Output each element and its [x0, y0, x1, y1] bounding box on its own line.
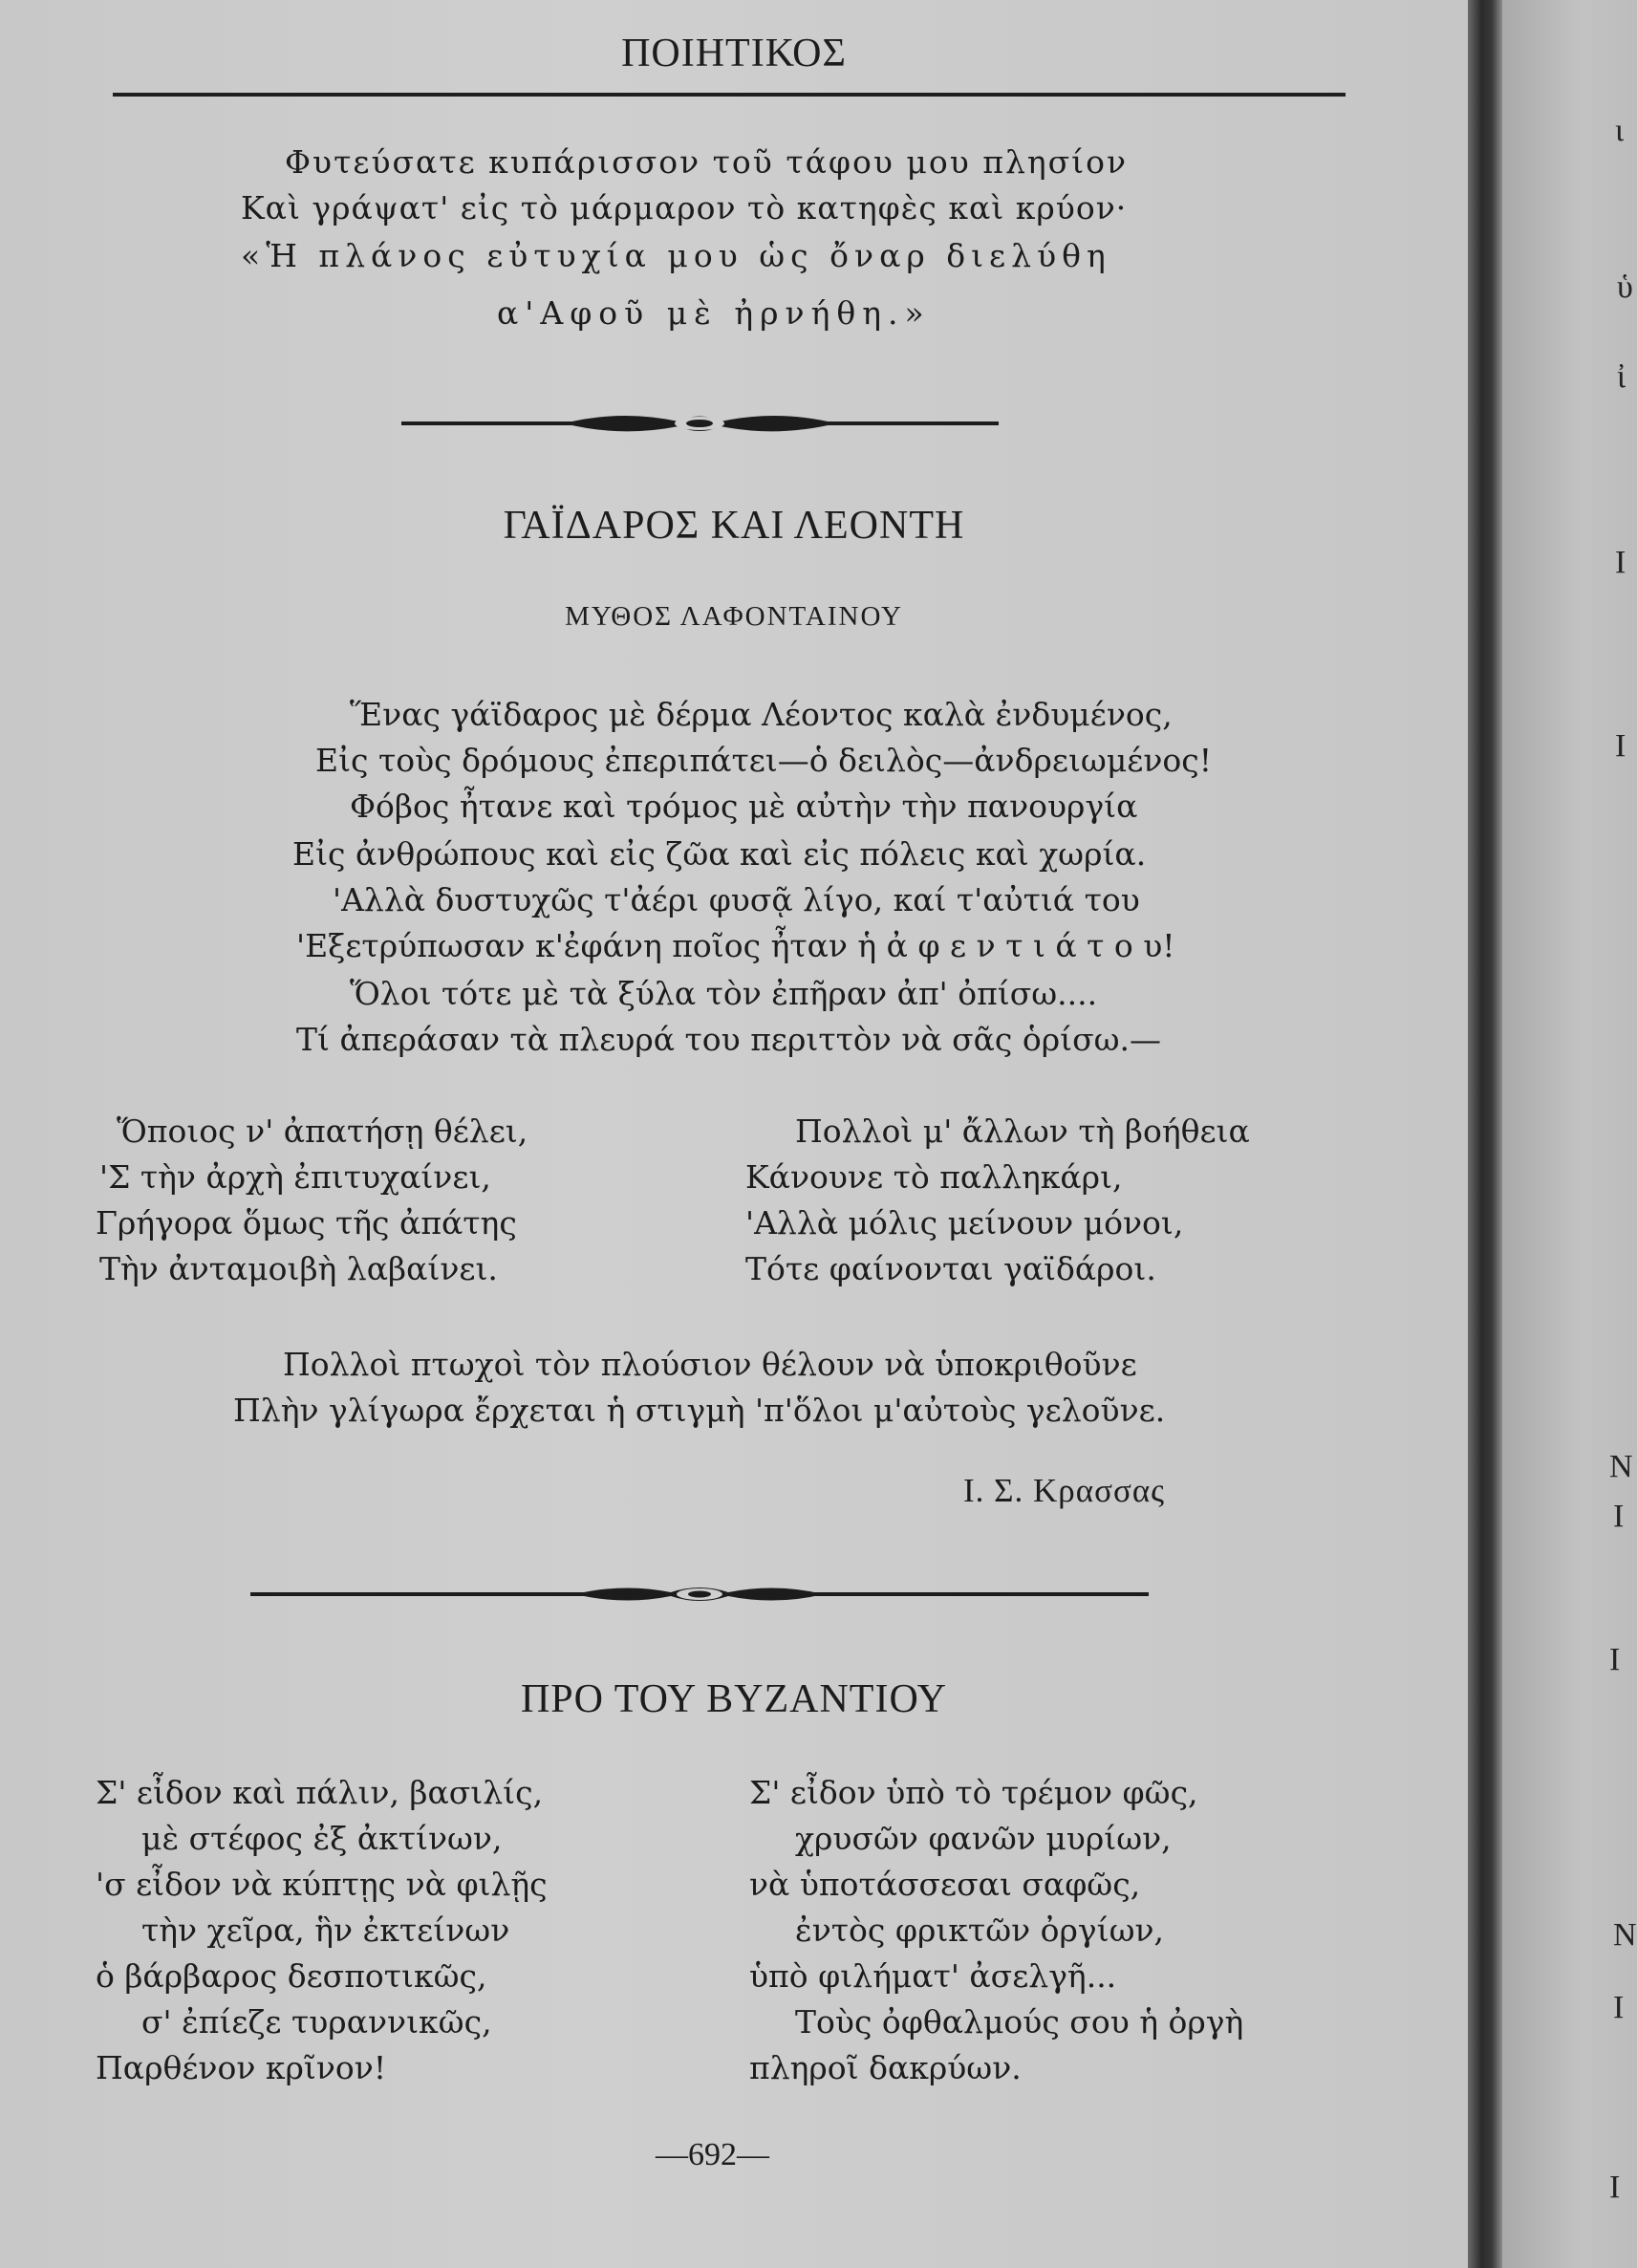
- adjacent-page-fragment: Ι: [1613, 1990, 1625, 2025]
- poem-title: ΠΡΟ ΤΟΥ ΒΥΖΑΝΤΙΟΥ: [520, 1677, 948, 1721]
- poem2-line: μὲ στέφος ἐξ ἀκτίνων,: [141, 1820, 503, 1857]
- poem2-left-column: [96, 1770, 548, 2091]
- poem2-line: πληροῖ δακρύων.: [749, 2049, 1022, 2086]
- poem2-line: ὑπὸ φιλήματ' ἀσελγῆ...: [749, 1957, 1117, 1995]
- moral-line: 'Σ τὴν ἀρχὴ ἐπιτυχαίνει,: [99, 1158, 491, 1196]
- closing-line: Πολλοὶ πτωχοὶ τὸν πλούσιον θέλουν νὰ ὑποκριθοῦνε: [283, 1346, 1137, 1383]
- poem2-line: ὁ βάρβαρος δεσποτικῶς,: [96, 1957, 487, 1995]
- moral-line: Ὅποιος ν' ἀπατήσῃ θέλει,: [117, 1112, 528, 1150]
- moral-line: Γρήγορα ὅμως τῆς ἀπάτης: [96, 1204, 517, 1242]
- adjacent-page-fragment: ἰ: [1617, 359, 1626, 395]
- top-stanza-line: Καὶ γράψατ' εἰς τὸ μάρμαρον τὸ κατηφὲς καὶ κρύον·: [241, 189, 1128, 227]
- poem-line: 'Εξετρύπωσαν κ'ἐφάνη ποῖος ἦταν ἡ ἀ φ ε ν τ ι ά τ ο υ!: [296, 927, 1175, 964]
- running-header: ΠΟΙΗΤΙΚΟΣ: [621, 32, 847, 76]
- moral-line: Πολλοὶ μ' ἄλλων τὴ βοήθεια: [795, 1112, 1250, 1150]
- adjacent-page-edge: [1502, 0, 1637, 2268]
- adjacent-page-fragment: Ι: [1609, 1642, 1621, 1677]
- top-stanza-line: «Ἡ πλάνος εὐτυχία μου ὡς ὄναρ διελύθη: [241, 237, 1111, 274]
- moral-line: Τὴν ἀνταμοιβὴ λαβαίνει.: [99, 1250, 498, 1287]
- header-rule: [113, 93, 1346, 97]
- page-number: —692—: [656, 2137, 769, 2172]
- poem2-line: χρυσῶν φανῶν μυρίων,: [795, 1820, 1172, 1857]
- adjacent-page-fragment: Ι: [1615, 545, 1626, 580]
- top-stanza-line: α'Αφοῦ μὲ ἠρνήθη.»: [497, 294, 931, 332]
- poem2-right-column: [749, 1770, 1243, 2091]
- poem-line: Ἕνας γάϊδαρος μὲ δέρμα Λέοντος καλὰ ἐνδυμένος,: [350, 696, 1173, 733]
- poem2-line: τὴν χεῖρα, ἣν ἐκτείνων: [141, 1912, 510, 1949]
- moral-line: Κάνουνε τὸ παλληκάρι,: [745, 1158, 1123, 1196]
- moral-line: Τότε φαίνονται γαϊδάροι.: [745, 1250, 1156, 1287]
- poem2-line: Σ' εἶδον ὑπὸ τὸ τρέμον φῶς,: [749, 1774, 1198, 1811]
- poem-line: Εἰς ἀνθρώπους καὶ εἰς ζῶα καὶ εἰς πόλεις καὶ χωρία.: [292, 835, 1147, 873]
- poem2-line: σ' ἐπίεζε τυραννικῶς,: [141, 2003, 492, 2041]
- adjacent-page-fragment: Ν: [1613, 1917, 1637, 1953]
- adjacent-page-fragment: Ν: [1609, 1449, 1633, 1484]
- poem-subtitle: ΜΥΘΟΣ ΛΑΦΟΝΤΑΙΝΟΥ: [565, 601, 903, 632]
- poem2-line: 'σ εἶδον νὰ κύπτῃς νὰ φιλῇς: [96, 1866, 548, 1903]
- closing-line: Πλὴν γλίγωρα ἔρχεται ἡ στιγμὴ 'π'ὅλοι μ'αὐτοὺς γελοῦνε.: [233, 1392, 1166, 1429]
- poem-line: 'Αλλὰ δυστυχῶς τ'ἀέρι φυσᾷ λίγο, καί τ'αὐτιά του: [333, 881, 1140, 918]
- poem-line: Ὅλοι τότε μὲ τὰ ξύλα τὸν ἐπῆραν ἀπ' ὀπίσω....: [350, 975, 1098, 1012]
- poem2-line: Σ' εἶδον καὶ πάλιν, βασιλίς,: [96, 1774, 544, 1811]
- adjacent-page-fragment: ὑ: [1617, 270, 1633, 305]
- top-stanza-line: Φυτεύσατε κυπάρισσον τοῦ τάφου μου πλησίον: [285, 143, 1129, 181]
- poem-line: Τί ἀπεράσαν τὰ πλευρά του περιττὸν νὰ σᾶς ὁρίσω.—: [296, 1021, 1162, 1058]
- poem-title: ΓΑΪΔΑΡΟΣ ΚΑΙ ΛΕΟΝΤΗ: [503, 504, 965, 548]
- adjacent-page-fragment: Ι: [1615, 728, 1626, 764]
- ornamental-divider: [401, 405, 999, 442]
- adjacent-page-fragment: Ι: [1613, 1499, 1625, 1534]
- poem-line: Εἰς τοὺς δρόμους ἐπεριπάτει—ὁ δειλὸς—ἀνδρειωμένος!: [315, 742, 1213, 779]
- adjacent-page-fragment: Ι: [1609, 2170, 1621, 2205]
- poem-line: Φόβος ἦτανε καὶ τρόμος μὲ αὐτὴν τὴν πανουργία: [350, 788, 1138, 825]
- poem2-line: Τοὺς ὀφθαλμούς σου ἡ ὀργὴ: [795, 2003, 1244, 2041]
- moral-line: 'Αλλὰ μόλις μείνουν μόνοι,: [745, 1204, 1184, 1242]
- author-signature: Ι. Σ. Κρασσας: [963, 1472, 1166, 1509]
- moral-left-column: [96, 1109, 528, 1292]
- book-gutter: [1468, 0, 1502, 2268]
- ornamental-divider: [250, 1577, 1149, 1611]
- moral-right-column: [745, 1109, 1250, 1292]
- adjacent-page-fragment: ι: [1615, 113, 1625, 148]
- poem2-line: ἐντὸς φρικτῶν ὀργίων,: [795, 1912, 1165, 1949]
- poem2-line: Παρθένον κρῖνον!: [96, 2049, 387, 2086]
- poem2-line: νὰ ὑποτάσσεσαι σαφῶς,: [749, 1866, 1141, 1903]
